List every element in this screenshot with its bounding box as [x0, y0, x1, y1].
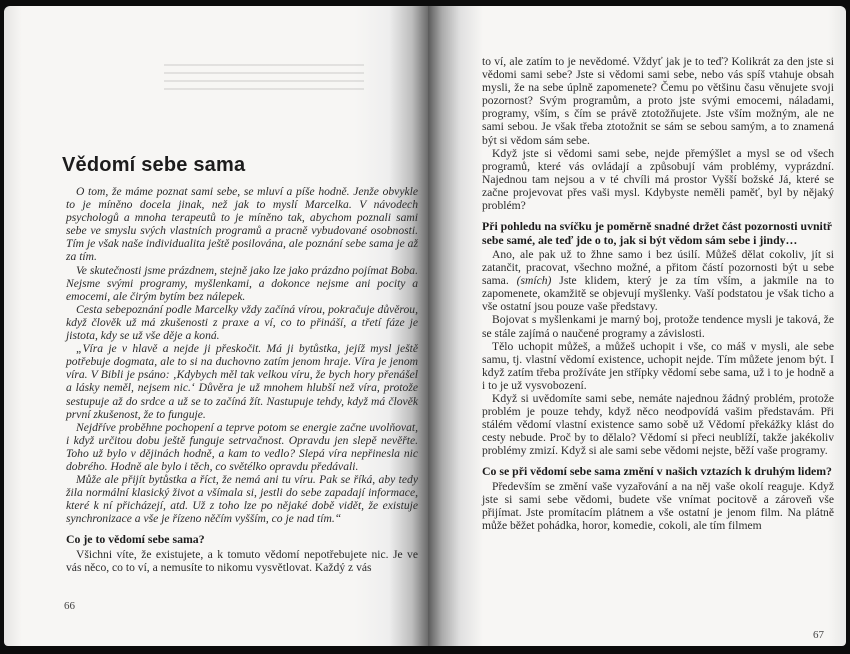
- paragraph: O tom, že máme poznat sami sebe, se mluví a píše hodně. Jenže obvykle to je míněno docela jinak, než jak to myslí Marcelka. V návodech psychologů a mnoha terapeutů to je míněno tak, abychom poznali sami sebe ve smyslu svých vlastních programů a pracně vybudované osobnosti. Tím je však naše individualita ještě posilována, ale poznání sebe sama je až za tím.: [66, 185, 418, 264]
- paragraph: Cesta sebepoznání podle Marcelky vždy začíná vírou, pokračuje důvěrou, když člověk už má zkušenosti z praxe a ví, co to přináší, a třetí fáze je jistota, kdy se už vše děje a koná.: [66, 302, 418, 343]
- paragraph: Když jste si vědomi sami sebe, nejde přemýšlet a mysl se od všech programů, které vás ovládají a způsobují vám problémy, vyprázdní. Najednou tam nejsou a v té chvíli má prostor Vyšší božské Já, které se začne projevovat přes vaši mysl. Kdybyste neměli paměť, byl by nějaký problém?: [482, 146, 834, 213]
- paragraph: „Víra je v hlavě a nejde ji přeskočit. Má ji bytůstka, jejíž mysl ještě potřebuje dogmata, ale to si na duchovno zatím jenom hraje. Víra je jenom víra. V Bibli je psáno: ‚Kdybych měl tak velkou víru, že bych hory přenášel a lásky neměl, nejsem nic.‘ Důvěra je už mnohem hlubší než víra, protože sestupuje až do srdce a už se to začíná žít. Nastupuje tehdy, když má člověk první zkušenost, že to funguje.: [66, 342, 418, 421]
- show-through-text: [164, 64, 364, 94]
- text-run: Jste klidem, který je za tím vším, a jakmile na to zapomenete, okamžitě se objevují myšlenky. Vaší podstatou je však ticho a vše ostatní jsou pouze vaše představy.: [482, 274, 834, 314]
- paragraph: to ví, ale zatím to je nevědomé. Vždyť jak je to teď? Kolikrát za den jste si vědomi sami sebe? Jste si vědomi sami sebe, nebo vás spíš vtahuje obsah mysli, že na sebe úplně zapomenete? Čemu po většinu času věnujete svoji pozornost? Svým programům, a proto jste svými emocemi, náladami, programy, vším, s čím se právě ztotožňujete. Jste vším možným, ale ne sami sebou. Je však třeba ztotožnit se sám se sebou samým, a to znamená být si vědom sám sebe.: [482, 55, 834, 147]
- chapter-title: Vědomí sebe sama: [62, 154, 246, 176]
- paragraph: Ve skutečnosti jsme prázdnem, stejně jako lze jako prázdno pojímat Boba. Nejsme svými programy, myšlenkami, a dokonce nejsme ani pocity a emocemi, ale čirým bytím bez nálepek.: [66, 263, 418, 303]
- left-page-text: [62, 154, 418, 574]
- right-page: [428, 6, 846, 646]
- page-number: 67: [813, 629, 824, 641]
- paragraph: Nejdříve proběhne pochopení a teprve potom se energie začne uvolňovat, i když určitou dobu ještě funguje setrvačnost. Opravdu jen slepě nevěřte. Toho už bylo v dějinách hodně, a kam to vedlo? Slepá víra nepřinesla nic dobrého. Hodně ale bylo i těch, co světélko opravdu předávali.: [66, 420, 418, 473]
- paragraph: Bojovat s myšlenkami je marný boj, protože tendence mysli je taková, že se stále zajímá o naučené programy a závislosti.: [482, 313, 834, 340]
- page-number: 66: [64, 600, 75, 612]
- paragraph: Tělo uchopit můžeš, a můžeš uchopit i vše, co máš v mysli, ale sebe samu, tj. vlastní vědomí existence, uchopit nejde. Tím můžete jenom být. I když zatím třeba prožíváte jen střípky vědomí sebe sama, už i to je hodně a i to je už vysvobození.: [482, 339, 834, 392]
- paragraph: Všichni víte, že existujete, a k tomuto vědomí nepotřebujete nic. Je ve vás něco, co to ví, a nemusíte to nikomu vysvětlovat. Každý z vás: [66, 547, 418, 574]
- paragraph: Může ale přijít bytůstka a říct, že nemá ani tu víru. Pak se říká, aby tedy žila normální klasický život a všímala si, jestli do sebe zapadají informace, které k ní přicházejí, atd. Už z toho lze po nějaké době vidět, že existuje synchronizace a vše je řízeno něčím vyšším, co je nad tím.“: [66, 473, 418, 526]
- paragraph: Především se změní vaše vyzařování a na něj vaše okolí reaguje. Když jste si sami sebe vědomi, budete vše vnímat pocitově a zároveň vše přijímat. Jste promítacím plátnem a vše ostatní je jenom film. Na plátně může běžet pohádka, horor, komedie, cokoli, ale tím filmem: [482, 479, 834, 533]
- paragraph: Když si uvědomíte sami sebe, nemáte najednou žádný problém, protože problém je pouze tehdy, když něco neodpovídá vašim představám. Při stálém vědomí vlastní existence samo sobě už Vědomí překážky klást do cesty nebude. Proč by to dělalo? Vědomí si přeci neublíží, takže jakékoliv problémy zmizí. Když si ale sami sebe vědomi nejste, běží vaše programy.: [482, 391, 834, 458]
- emphasis: (smích): [516, 274, 552, 288]
- text-run: Ano, ale pak už to žhne samo i bez úsilí. Můžeš dělat cokoliv, jít si zatančit, pracovat, všechno možné, a přitom částí pozornosti být u sebe sama.: [482, 247, 834, 288]
- section-heading: Co se při vědomí sebe sama změní v našich vztazích k druhým lidem?: [482, 464, 832, 479]
- paragraph: [482, 248, 834, 313]
- section-heading: Co je to vědomí sebe sama?: [66, 532, 205, 547]
- left-page: [4, 6, 428, 646]
- section-heading: Při pohledu na svíčku je poměrně snadné držet část pozornosti uvnitř sebe samé, ale teď jde o to, jak si být vědom sám sebe i jindy…: [482, 219, 832, 247]
- right-page-text: [482, 55, 834, 532]
